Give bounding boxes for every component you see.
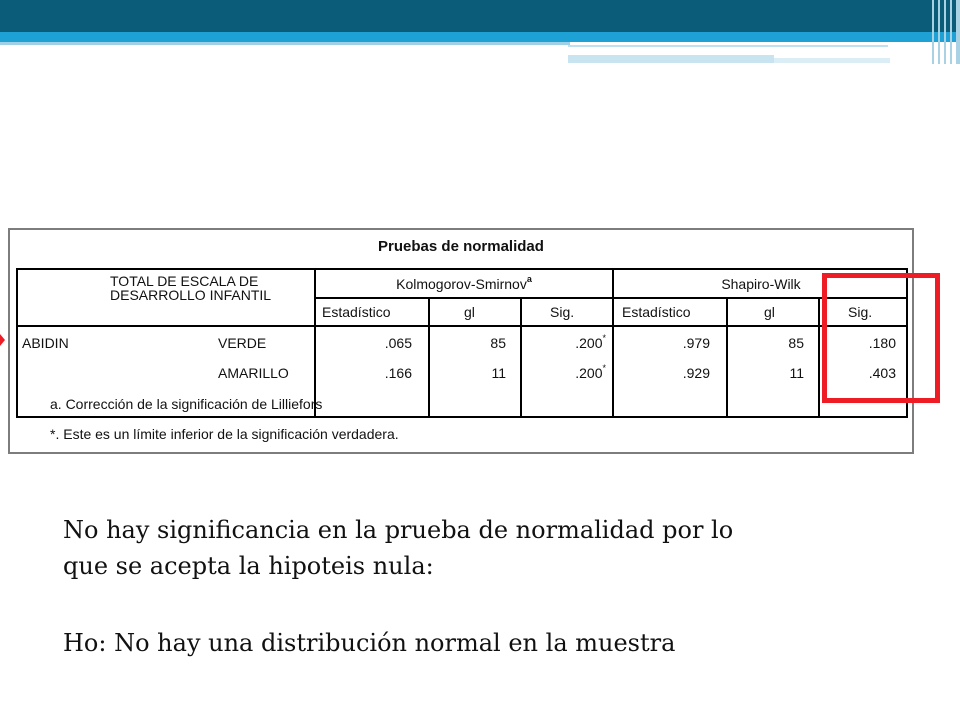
sw-group-header: Shapiro-Wilk xyxy=(721,276,801,292)
cell-sw-stat: .979 xyxy=(682,335,710,351)
col-header-sw-stat: Estadístico xyxy=(622,304,691,320)
header-vertical-line xyxy=(950,0,952,64)
ks-label: Kolmogorov-Smirnov xyxy=(396,276,527,292)
normality-test-table xyxy=(8,228,914,454)
ks-footnote-mark: a xyxy=(526,274,532,284)
cell-ks-gl: 11 xyxy=(491,365,506,381)
row-header-line-1: TOTAL DE ESCALA DE xyxy=(110,273,259,289)
cell-sw-sig: .180 xyxy=(868,335,896,351)
body-text-line: que se acepta la hipoteis nula: xyxy=(63,552,434,580)
header-decoration-block-small xyxy=(774,58,890,63)
header-stripe-thin xyxy=(0,42,570,45)
cell-sw-stat: .929 xyxy=(682,365,710,381)
table-rule xyxy=(726,297,728,416)
row-group-label: ABIDIN xyxy=(22,335,69,351)
table-rule xyxy=(18,325,908,327)
header-decoration-line xyxy=(568,45,888,50)
ks-group-header xyxy=(316,276,612,292)
col-header-ks-gl: gl xyxy=(464,304,475,320)
row-label: AMARILLO xyxy=(218,365,289,381)
col-header-ks-sig: Sig. xyxy=(550,304,575,320)
cell-ks-sig xyxy=(522,335,606,351)
table-rule xyxy=(818,297,820,416)
cell-ks-sig-mark: * xyxy=(602,363,606,373)
table-footnote: *. Este es un límite inferior de la significación verdadera. xyxy=(50,426,399,442)
header-vertical-line xyxy=(944,0,946,64)
row-label: VERDE xyxy=(218,335,267,351)
table-rule xyxy=(520,297,522,416)
header-vertical-line xyxy=(938,0,940,64)
cell-sw-sig: .403 xyxy=(868,365,896,381)
header-stripe xyxy=(0,32,960,42)
cell-sw-gl: 85 xyxy=(788,335,804,351)
col-header-sw-sig: Sig. xyxy=(848,304,873,320)
cell-ks-sig-value: .200 xyxy=(575,335,603,351)
cell-sw-gl: 11 xyxy=(789,365,804,381)
body-text-line: No hay significancia en la prueba de normalidad por lo xyxy=(63,516,734,544)
highlight-arrow-icon xyxy=(0,334,5,346)
body-text-line: Ho: No hay una distribución normal en la muestra xyxy=(63,629,676,657)
cell-ks-gl: 85 xyxy=(490,335,506,351)
table-title: Pruebas de normalidad xyxy=(378,238,544,255)
header-vertical-line xyxy=(956,0,960,64)
cell-ks-sig xyxy=(522,365,606,381)
header-decoration-block xyxy=(568,55,774,63)
table-footnote: a. Corrección de la significación de Lilliefors xyxy=(50,396,323,412)
cell-ks-stat: .166 xyxy=(384,365,412,381)
table-rule xyxy=(428,297,430,416)
col-header-ks-stat: Estadístico xyxy=(322,304,391,320)
cell-ks-stat: .065 xyxy=(384,335,412,351)
row-header-line-2: DESARROLLO INFANTIL xyxy=(110,287,272,303)
header-bar xyxy=(0,0,960,32)
cell-ks-sig-mark: * xyxy=(602,333,606,343)
highlight-box xyxy=(822,273,940,403)
header-vertical-line xyxy=(932,0,934,64)
cell-ks-sig-value: .200 xyxy=(575,365,603,381)
col-header-sw-gl: gl xyxy=(764,304,775,320)
